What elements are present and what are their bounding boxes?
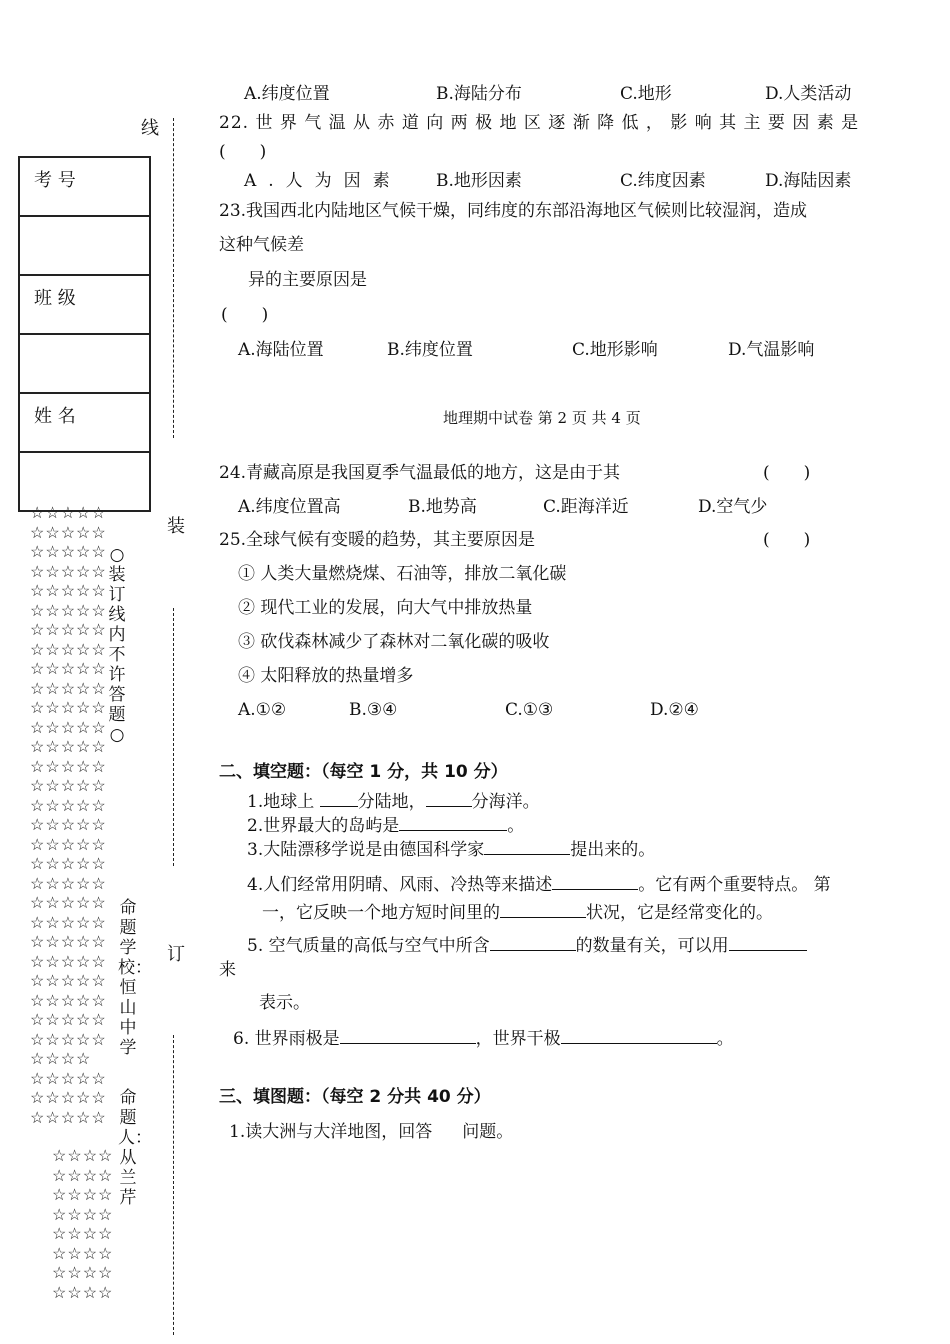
- fill-q1: 1.地球上 分陆地， 分海洋。: [247, 788, 540, 812]
- q23-paren: ( ): [221, 305, 269, 325]
- fill-q5-blank-2[interactable]: [729, 932, 807, 951]
- exam-number-field[interactable]: [19, 216, 150, 275]
- q24-option-a: A.纬度位置高: [238, 497, 341, 517]
- q23-option-b: B.纬度位置: [387, 340, 473, 360]
- fill-q4-line1: 4.人们经常用阴晴、风雨、冷热等来描述 。它有两个重要特点。 第: [247, 871, 831, 895]
- binding-zhuang-char: 装: [167, 516, 185, 537]
- school-text: 命题学校：恒山中学: [118, 898, 152, 1058]
- binding-line-char: 线: [141, 118, 159, 139]
- q21-option-b: B.海陆分布: [436, 84, 522, 104]
- q21-option-d: D.人类活动: [765, 84, 852, 104]
- q25-option-b: B.③④: [349, 700, 398, 720]
- fill-q3-blank[interactable]: [484, 836, 570, 855]
- q23-option-c: C.地形影响: [572, 340, 658, 360]
- fill-q5-tail: 来: [219, 960, 236, 980]
- q23-option-a: A.海陆位置: [238, 340, 324, 360]
- q25-item-4: ④ 太阳释放的热量增多: [238, 666, 414, 686]
- q25-item-3: ③ 砍伐森林减少了森林对二氧化碳的吸收: [238, 632, 550, 652]
- q24-option-b: B.地势高: [408, 497, 477, 517]
- exam-number-label: 考 号: [19, 157, 150, 216]
- fill-q6: 6. 世界雨极是 ，世界干极 。: [233, 1025, 734, 1049]
- fill-q3: 3.大陆漂移学说是由德国科学家 提出来的。: [247, 836, 655, 860]
- q21-option-c: C.地形: [620, 84, 672, 104]
- q22-option-a: A.人为因素: [244, 171, 402, 191]
- fill-q5-line2: 表示。: [259, 993, 310, 1013]
- fill-q2: 2.世界最大的岛屿是 。: [247, 812, 524, 836]
- fill-q4-blank-1[interactable]: [552, 871, 638, 890]
- student-info-table: [18, 156, 151, 512]
- fill-q1-blank-2[interactable]: [426, 788, 472, 807]
- fill-q2-blank[interactable]: [399, 812, 507, 831]
- star-border-inner: ☆☆☆☆ ☆☆☆☆ ☆☆☆☆ ☆☆☆☆ ☆☆☆☆ ☆☆☆☆ ☆☆☆☆ ☆☆☆☆: [52, 1146, 114, 1302]
- fill-q6-blank-1[interactable]: [340, 1025, 476, 1044]
- fill-q4-line2: 一，它反映一个地方短时间里的 状况，它是经常变化的。: [262, 899, 773, 923]
- binding-dashed-line-4: [173, 1035, 174, 1335]
- q22-stem: 22. 世 界 气 温 从 赤 道 向 两 极 地 区 逐 渐 降 低 ， 影 响 其 主 要 因 素 是: [219, 113, 860, 133]
- q21-option-a: A.纬度位置: [244, 84, 330, 104]
- binding-ding-char: 订: [167, 944, 185, 965]
- name-label: 姓 名: [19, 393, 150, 452]
- fill-q4-blank-2[interactable]: [500, 899, 586, 918]
- q25-item-1: ① 人类大量燃烧煤、石油等，排放二氧化碳: [238, 564, 567, 584]
- map-q1: 1.读大洲与大洋地图，回答 问题。: [229, 1122, 514, 1142]
- star-border-left: ☆☆☆☆☆ ☆☆☆☆☆ ☆☆☆☆☆ ☆☆☆☆☆ ☆☆☆☆☆ ☆☆☆☆☆ ☆☆☆☆☆ ☆☆☆☆☆ ☆☆☆☆☆ ☆☆☆☆☆ ☆☆☆☆☆ ☆☆☆☆☆ ☆☆☆☆☆ ☆☆☆☆☆ ☆☆☆☆☆ ☆☆☆☆☆ ☆☆☆☆☆ ☆☆☆☆☆ ☆☆☆☆☆ ☆☆☆☆☆ ☆☆☆☆☆ ☆☆☆☆☆ ☆☆☆☆☆ ☆☆☆☆☆ ☆☆☆☆☆ ☆☆☆☆☆ ☆☆☆☆☆ ☆☆☆☆☆ ☆☆☆☆ ☆☆☆☆☆ ☆☆☆☆☆ ☆☆☆☆☆: [30, 503, 107, 1127]
- q23-line2: 这种气候差: [219, 235, 304, 255]
- section2-title: 二、填空题：（每空 1 分，共 10 分）: [219, 762, 508, 782]
- q23-option-d: D.气温影响: [728, 340, 815, 360]
- q23-line1: 23.我国西北内陆地区气候干燥，同纬度的东部沿海地区气候则比较湿润，造成: [219, 201, 808, 221]
- fill-q1-blank-1[interactable]: [320, 788, 358, 807]
- q24-option-c: C.距海洋近: [543, 497, 629, 517]
- q22-option-b: B.地形因素: [436, 171, 522, 191]
- author-text: 命题人：从兰芹: [118, 1088, 152, 1208]
- q24-paren: ( ): [763, 463, 811, 483]
- fill-q5-blank-1[interactable]: [490, 932, 576, 951]
- q22-paren: ( ): [219, 142, 267, 162]
- class-label: 班 级: [19, 275, 150, 334]
- class-field[interactable]: [19, 334, 150, 393]
- binding-dashed-line-3: [173, 608, 174, 866]
- q23-line3: 异的主要原因是: [248, 270, 367, 290]
- q22-option-c: C.纬度因素: [620, 171, 706, 191]
- q25-paren: ( ): [763, 530, 811, 550]
- fill-q5-line1: 5. 空气质量的高低与空气中所含 的数量有关，可以用: [247, 932, 807, 956]
- q25-option-d: D.②④: [650, 700, 699, 720]
- q22-option-d: D.海陆因素: [765, 171, 852, 191]
- no-answer-notice: ○装订线内不许答题○: [108, 545, 126, 745]
- q24-stem: 24.青藏高原是我国夏季气温最低的地方，这是由于其: [219, 463, 621, 483]
- q25-option-c: C.①③: [505, 700, 554, 720]
- fill-q6-blank-2[interactable]: [561, 1025, 717, 1044]
- q25-option-a: A.①②: [238, 700, 287, 720]
- q25-item-2: ② 现代工业的发展，向大气中排放热量: [238, 598, 533, 618]
- q25-stem: 25.全球气候有变暖的趋势，其主要原因是: [219, 530, 536, 550]
- q24-option-d: D.空气少: [698, 497, 768, 517]
- section3-title: 三、填图题：（每空 2 分共 40 分）: [219, 1087, 491, 1107]
- binding-dashed-line-1: [173, 118, 174, 438]
- page-footer: 地理期中试卷 第 2 页 共 4 页: [443, 409, 641, 427]
